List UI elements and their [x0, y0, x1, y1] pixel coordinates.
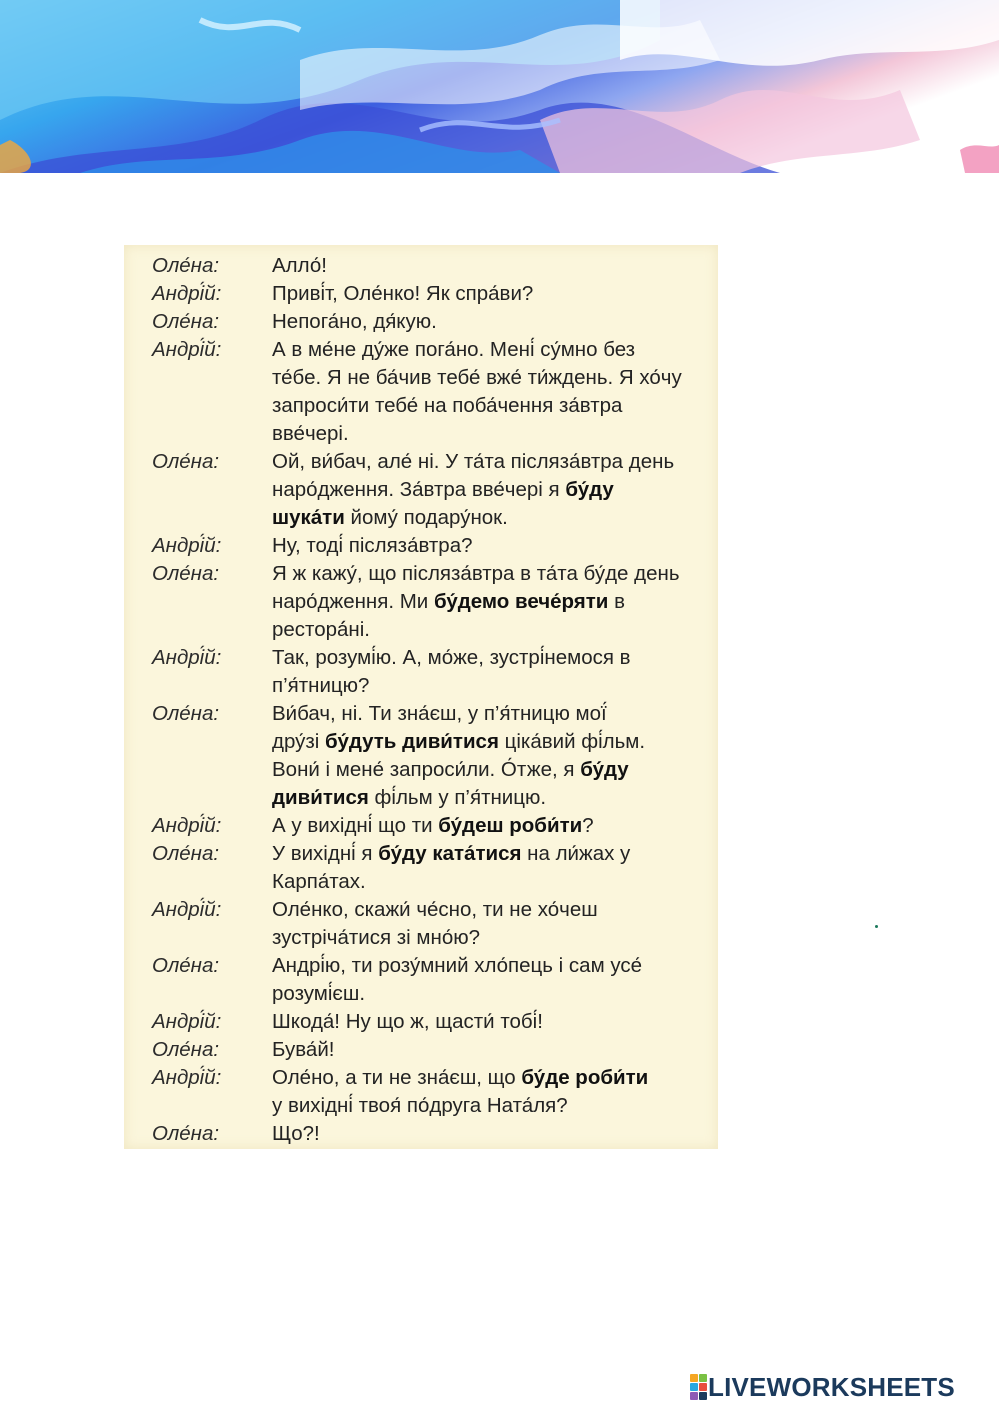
text-fragment: Карпа́тах. [272, 870, 366, 893]
text-fragment: на ли́жах у [521, 842, 631, 865]
dialogue-text [272, 254, 327, 278]
dialogue-text [272, 674, 369, 698]
dialogue-text [272, 534, 473, 558]
speaker-name: Андрі́й: [152, 282, 222, 305]
dialogue-text [272, 422, 349, 446]
text-fragment: Вони́ і мене́ запроси́ли. О́тже, я [272, 758, 581, 781]
future-tense-verb: бу́ду [565, 478, 614, 501]
text-fragment: п’я́тницю? [272, 674, 370, 697]
dialogue-text [272, 646, 631, 670]
dialogue-text [272, 982, 365, 1006]
dialogue-line [124, 447, 718, 475]
speaker-name: Оле́на: [152, 1122, 220, 1145]
footer-logo[interactable] [690, 1372, 955, 1402]
dialogue-line [124, 391, 718, 419]
dialogue-line [124, 335, 718, 363]
text-fragment: А в ме́не ду́же пога́но. Мені́ су́мно без [272, 338, 636, 361]
dialogue-text [272, 842, 630, 866]
speaker-name: Оле́на: [152, 310, 220, 333]
dialogue-scan [124, 245, 718, 1149]
dialogue-line [124, 783, 718, 811]
text-fragment: дру́зі [272, 730, 326, 753]
text-fragment: фі́льм у п’я́тницю. [368, 786, 547, 809]
header-banner [0, 0, 999, 173]
speaker-name: Андрі́й: [152, 898, 222, 921]
dialogue-line [124, 671, 718, 699]
speaker-name: Андрі́й: [152, 646, 222, 669]
dialogue-text [272, 590, 625, 614]
dialogue-line [124, 727, 718, 755]
dialogue-line [124, 615, 718, 643]
text-fragment: розумі́єш. [272, 982, 366, 1005]
speaker-name: Оле́на: [152, 254, 220, 277]
text-fragment: Приві́т, Оле́нко! Як спра́ви? [272, 282, 534, 305]
dialogue-line [124, 419, 718, 447]
dialogue-line [124, 839, 718, 867]
dialogue-line [124, 1063, 718, 1091]
text-fragment: йому́ подару́нок. [344, 506, 508, 529]
text-fragment: Ой, ви́бач, але́ ні. У та́та післяза́втра день [272, 450, 675, 473]
dialogue-text [272, 506, 508, 530]
future-tense-verb: диви́тися [272, 786, 369, 809]
future-tense-verb: бу́деш роби́ти [438, 814, 583, 837]
dialogue-text [272, 814, 594, 838]
text-fragment: ціка́вий фі́льм. [498, 730, 646, 753]
dialogue-line [124, 1119, 718, 1147]
dialogue-text [272, 338, 635, 362]
text-fragment: вве́чері. [272, 422, 349, 445]
dot-mark [875, 925, 878, 928]
text-fragment: зустріча́тися зі мно́ю? [272, 926, 480, 949]
speaker-name: Андрі́й: [152, 1010, 222, 1033]
dialogue-text [272, 730, 645, 754]
text-fragment: Так, розумі́ю. А, мо́же, зустрі́немося в [272, 646, 631, 669]
dialogue-text [272, 282, 533, 306]
dialogue-text [272, 786, 546, 810]
dialogue-text [272, 310, 437, 334]
dialogue-text [272, 758, 629, 782]
text-fragment: А у вихідні́ що ти [272, 814, 439, 837]
dialogue-text [272, 478, 614, 502]
text-fragment: Ви́бач, ні. Ти зна́єш, у п’я́тницю мої́ [272, 702, 607, 725]
dialogue-text [272, 394, 622, 418]
dialogue-line [124, 1035, 718, 1063]
text-fragment: Оле́нко, скажи́ че́сно, ти не хо́чеш [272, 898, 598, 921]
dialogue-line [124, 503, 718, 531]
future-tense-verb: бу́де роби́ти [521, 1066, 649, 1089]
text-fragment: У вихідні́ я [272, 842, 379, 865]
text-fragment: у вихідні́ твоя́ по́друга Ната́ля? [272, 1094, 568, 1117]
dialogue-line [124, 307, 718, 335]
dialogue-line [124, 279, 718, 307]
text-fragment: в [608, 590, 625, 613]
dialogue-line [124, 895, 718, 923]
dialogue-line [124, 531, 718, 559]
speaker-name: Андрі́й: [152, 1066, 222, 1089]
dialogue-text [272, 870, 366, 894]
speaker-name: Оле́на: [152, 1038, 220, 1061]
speaker-name: Оле́на: [152, 842, 220, 865]
text-fragment: Бува́й! [272, 1038, 335, 1061]
speaker-name: Андрі́й: [152, 814, 222, 837]
dialogue-line [124, 811, 718, 839]
text-fragment: Я ж кажу́, що післяза́втра в та́та бу́де день [272, 562, 680, 585]
text-fragment: наро́дження. Ми [272, 590, 434, 613]
dialogue-text [272, 366, 682, 390]
text-fragment: ресторá́ні. [272, 618, 370, 641]
brand-name: LIVEWORKSHEETS [708, 1371, 955, 1402]
dialogue-line [124, 699, 718, 727]
text-fragment: Непога́но, дя́кую. [272, 310, 437, 333]
future-tense-verb: бу́ду [580, 758, 629, 781]
dialogue-text [272, 1066, 648, 1090]
dialogue-text [272, 1038, 334, 1062]
text-fragment: Андрі́ю, ти розу́мний хло́пець і сам усе́ [272, 954, 643, 977]
speaker-name: Оле́на: [152, 562, 220, 585]
liveworksheets-logo-icon [690, 1374, 706, 1400]
future-tense-verb: бу́ду ката́тися [378, 842, 522, 865]
dialogue-text [272, 1122, 320, 1146]
dialogue-text [272, 898, 598, 922]
text-fragment: Ну, тоді́ післяза́втра? [272, 534, 473, 557]
future-tense-verb: шука́ти [272, 506, 345, 529]
text-fragment: наро́дження. За́втра вве́чері я [272, 478, 566, 501]
text-fragment: ? [582, 814, 594, 837]
text-fragment: те́бе. Я не ба́чив тебе́ вже́ ти́ждень. Я хо́чу [272, 366, 682, 389]
dialogue-text [272, 926, 480, 950]
dialogue-line [124, 1091, 718, 1119]
dialogue-line [124, 475, 718, 503]
text-fragment: Що?! [272, 1122, 320, 1145]
dialogue-text [272, 1010, 543, 1034]
dialogue-text [272, 618, 370, 642]
dialogue-line [124, 1007, 718, 1035]
dialogue-line [124, 587, 718, 615]
dialogue-line [124, 643, 718, 671]
dialogue-line [124, 923, 718, 951]
text-fragment: Шкода́! Ну що ж, щасти́ тобі́! [272, 1010, 543, 1033]
dialogue-text [272, 702, 607, 726]
dialogue-text [272, 450, 674, 474]
speaker-name: Оле́на: [152, 450, 220, 473]
future-tense-verb: бу́демо вече́ряти [433, 590, 609, 613]
dialogue-line [124, 363, 718, 391]
dialogue-line [124, 755, 718, 783]
paint-strokes-image [0, 0, 999, 173]
speaker-name: Андрі́й: [152, 338, 222, 361]
speaker-name: Оле́на: [152, 954, 220, 977]
dialogue-text [272, 954, 642, 978]
dialogue-line [124, 979, 718, 1007]
speaker-name: Оле́на: [152, 702, 220, 725]
text-fragment: Алло́! [272, 254, 327, 277]
dialogue-text [272, 1094, 568, 1118]
dialogue-line [124, 251, 718, 279]
dialogue-line [124, 867, 718, 895]
dialogue-line [124, 559, 718, 587]
dialogue-line [124, 951, 718, 979]
future-tense-verb: бу́дуть диви́тися [325, 730, 499, 753]
text-fragment: запроси́ти тебе́ на поба́чення за́втра [272, 394, 623, 417]
dialogue-text [272, 562, 680, 586]
text-fragment: Оле́но, а ти не зна́єш, що [272, 1066, 522, 1089]
speaker-name: Андрі́й: [152, 534, 222, 557]
